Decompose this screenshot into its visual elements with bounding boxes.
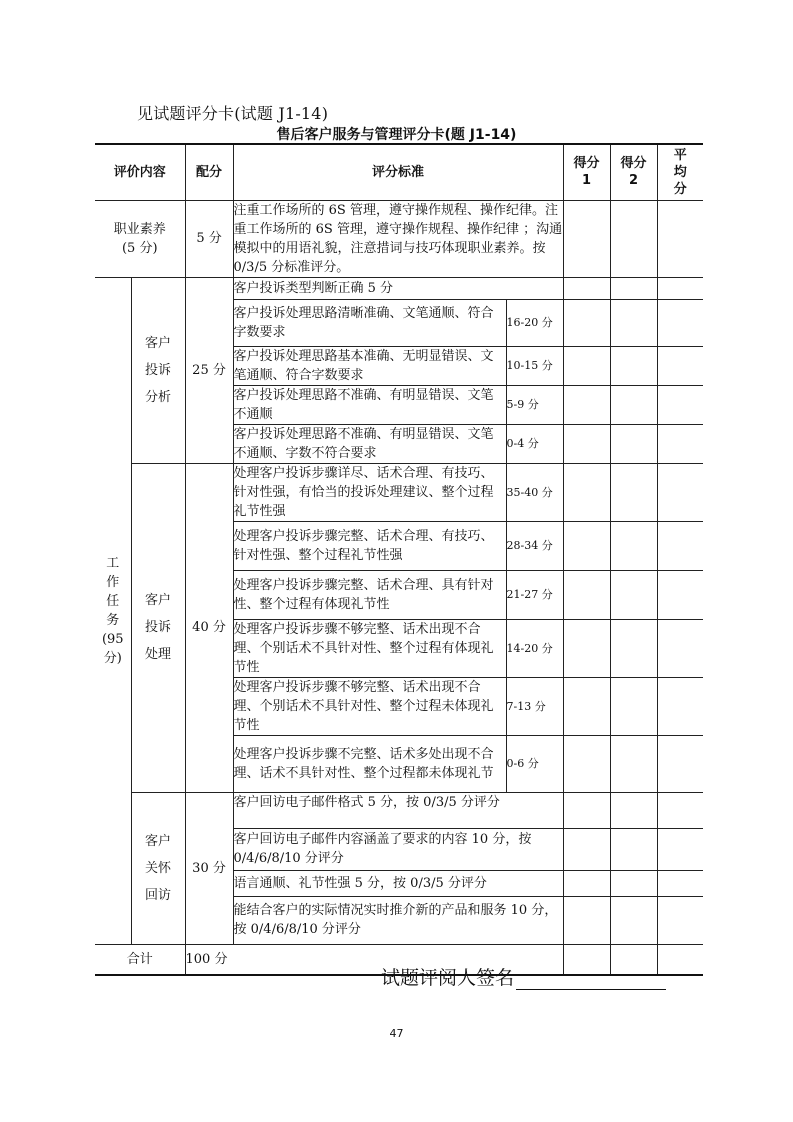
criteria-text: 客户投诉处理思路清晰准确、文笔通顺、符合字数要求 xyxy=(233,299,506,346)
criteria-text: 客户投诉类型判断正确 5 分 xyxy=(233,277,563,299)
criteria-text: 客户投诉处理思路不准确、有明显错误、文笔不通顺 xyxy=(233,385,506,424)
professional-label: 职业素养 (5 分) xyxy=(95,200,185,277)
score-cell[interactable] xyxy=(610,735,657,792)
score-cell[interactable] xyxy=(657,463,703,521)
score-cell[interactable] xyxy=(610,200,657,277)
criteria-text: 语言通顺、礼节性强 5 分，按 0/3/5 分评分 xyxy=(233,870,563,896)
score-cell[interactable] xyxy=(657,896,703,944)
score-cell[interactable] xyxy=(610,619,657,677)
signature-label: 试题评阅人签名 xyxy=(381,967,515,989)
criteria-text: 客户回访电子邮件格式 5 分，按 0/3/5 分评分 xyxy=(233,792,563,828)
professional-points: 5 分 xyxy=(185,200,233,277)
criteria-text: 处理客户投诉步骤不完整、话术多处出现不合理、话术不具针对性、整个过程都未体现礼节 xyxy=(233,735,506,792)
score-cell[interactable] xyxy=(563,619,610,677)
section-points-followup: 30 分 xyxy=(185,792,233,944)
professional-criteria: 注重工作场所的 6S 管理，遵守操作规程、操作纪律。注重工作场所的 6S 管理，遵守操作规程、操作纪律 ；沟通模拟中的用语礼貌，注意措词与技巧体现职业素养。按 0/3/5 分标准评分。 xyxy=(233,200,563,277)
table-row xyxy=(95,277,703,299)
range-text: 0-4 分 xyxy=(506,424,563,463)
range-text: 0-6 分 xyxy=(506,735,563,792)
score-cell[interactable] xyxy=(657,385,703,424)
header-content: 评价内容 xyxy=(95,144,185,200)
criteria-text: 处理客户投诉步骤完整、话术合理、有技巧、针对性强、整个过程礼节性强 xyxy=(233,521,506,570)
header-row xyxy=(95,144,703,200)
score-cell[interactable] xyxy=(657,424,703,463)
score-cell[interactable] xyxy=(657,792,703,828)
score-cell[interactable] xyxy=(610,870,657,896)
intro-text: 见试题评分卡(试题 J1-14) xyxy=(137,104,329,123)
header-points: 配分 xyxy=(185,144,233,200)
criteria-text: 处理客户投诉步骤详尽、话术合理、有技巧、针对性强，有恰当的投诉处理建议、整个过程礼节性强 xyxy=(233,463,506,521)
score-cell[interactable] xyxy=(610,792,657,828)
section-points-analysis: 25 分 xyxy=(185,277,233,463)
range-text: 28-34 分 xyxy=(506,521,563,570)
score-cell[interactable] xyxy=(563,424,610,463)
score-cell[interactable] xyxy=(563,299,610,346)
score-cell[interactable] xyxy=(563,792,610,828)
section-label-handling: 客户 投诉 处理 xyxy=(131,463,185,792)
section-points-handling: 40 分 xyxy=(185,463,233,792)
score-cell[interactable] xyxy=(657,870,703,896)
score-cell[interactable] xyxy=(610,299,657,346)
score-cell[interactable] xyxy=(563,463,610,521)
score-cell[interactable] xyxy=(563,385,610,424)
score-cell[interactable] xyxy=(563,521,610,570)
criteria-text: 处理客户投诉步骤不够完整、话术出现不合理、个别话术不具针对性、整个过程有体现礼节性 xyxy=(233,619,506,677)
score-cell[interactable] xyxy=(657,570,703,619)
range-text: 7-13 分 xyxy=(506,677,563,735)
score-cell[interactable] xyxy=(657,735,703,792)
range-text: 35-40 分 xyxy=(506,463,563,521)
score-cell[interactable] xyxy=(657,619,703,677)
score-cell[interactable] xyxy=(563,735,610,792)
criteria-text: 客户投诉处理思路基本准确、无明显错误、文笔通顺、符合字数要求 xyxy=(233,346,506,385)
score-cell[interactable] xyxy=(563,277,610,299)
signature-field[interactable] xyxy=(516,969,666,990)
score-cell[interactable] xyxy=(563,828,610,870)
range-text: 10-15 分 xyxy=(506,346,563,385)
score-cell[interactable] xyxy=(657,299,703,346)
score-cell[interactable] xyxy=(657,521,703,570)
card-title: 售后客户服务与管理评分卡(题 J1-14) xyxy=(276,127,517,143)
score-cell[interactable] xyxy=(563,870,610,896)
scoring-table xyxy=(95,143,703,976)
work-task-label: 工 作 任 务 (95 分) xyxy=(95,277,131,944)
signature-line xyxy=(381,963,666,990)
header-average: 平 均 分 xyxy=(657,144,703,200)
professional-row xyxy=(95,200,703,277)
total-points: 100 分 xyxy=(185,944,563,975)
range-text: 21-27 分 xyxy=(506,570,563,619)
header-score-2: 得分 2 xyxy=(610,144,657,200)
range-text: 14-20 分 xyxy=(506,619,563,677)
score-cell[interactable] xyxy=(610,896,657,944)
score-cell[interactable] xyxy=(610,346,657,385)
section-label-analysis: 客户 投诉 分析 xyxy=(131,277,185,463)
range-text: 16-20 分 xyxy=(506,299,563,346)
score-cell[interactable] xyxy=(657,346,703,385)
score-cell[interactable] xyxy=(657,828,703,870)
score-cell[interactable] xyxy=(563,570,610,619)
score-cell[interactable] xyxy=(610,463,657,521)
score-cell[interactable] xyxy=(610,521,657,570)
score-cell[interactable] xyxy=(563,346,610,385)
criteria-text: 客户投诉处理思路不准确、有明显错误、文笔不通顺、字数不符合要求 xyxy=(233,424,506,463)
criteria-text: 能结合客户的实际情况实时推介新的产品和服务 10 分，按 0/4/6/8/10 分评分 xyxy=(233,896,563,944)
table-row xyxy=(95,463,703,521)
range-text: 5-9 分 xyxy=(506,385,563,424)
score-cell[interactable] xyxy=(610,677,657,735)
header-score-1: 得分 1 xyxy=(563,144,610,200)
score-cell[interactable] xyxy=(563,677,610,735)
score-cell[interactable] xyxy=(657,277,703,299)
section-label-followup: 客户 关怀 回访 xyxy=(131,792,185,944)
score-cell[interactable] xyxy=(610,277,657,299)
criteria-text: 处理客户投诉步骤不够完整、话术出现不合理、个别话术不具针对性、整个过程未体现礼节性 xyxy=(233,677,506,735)
score-cell[interactable] xyxy=(657,677,703,735)
table-row xyxy=(95,792,703,828)
score-cell[interactable] xyxy=(610,385,657,424)
criteria-text: 客户回访电子邮件内容涵盖了要求的内容 10 分，按 0/4/6/8/10 分评分 xyxy=(233,828,563,870)
total-label: 合计 xyxy=(95,944,185,975)
score-cell[interactable] xyxy=(610,828,657,870)
page-number: 47 xyxy=(389,1027,404,1040)
header-criteria: 评分标准 xyxy=(233,144,563,200)
score-cell[interactable] xyxy=(563,200,610,277)
score-cell[interactable] xyxy=(657,200,703,277)
score-cell[interactable] xyxy=(610,570,657,619)
criteria-text: 处理客户投诉步骤完整、话术合理、具有针对性、整个过程有体现礼节性 xyxy=(233,570,506,619)
score-cell[interactable] xyxy=(610,424,657,463)
score-cell[interactable] xyxy=(563,896,610,944)
